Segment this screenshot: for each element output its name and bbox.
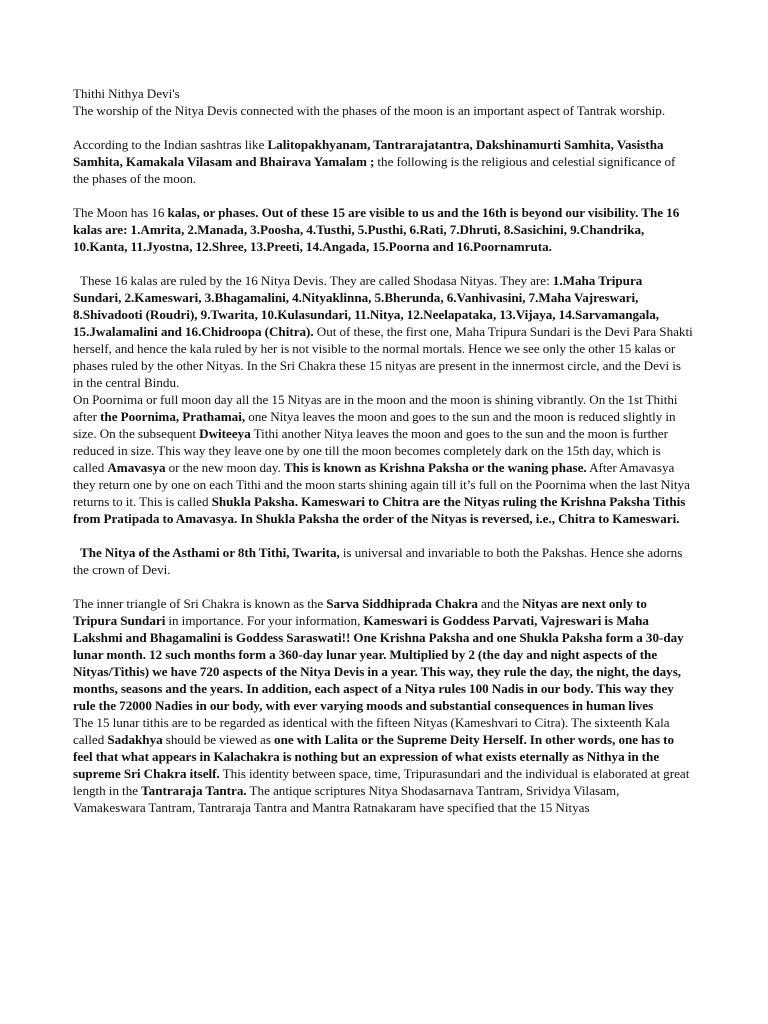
bold-text: the Poornima, Prathamai, [100, 409, 246, 424]
paragraph [73, 136, 693, 187]
bold-text: one with Lalita or the Supreme Deity Herself. In other words, one has to feel that what appears in Kalachakra is nothing but an expression of what exists eternally as Nithya in the supreme Sri Chakra itself. [73, 732, 675, 781]
paragraph-gap [73, 255, 693, 272]
text: Tithi another Nitya leaves the moon and goes to the sun and the moon is further reduced in size. This way they leave one by one till the moon becomes completely dark on the 15th day, which is called [73, 426, 668, 475]
paragraph [73, 204, 693, 255]
paragraph-gap [73, 187, 693, 204]
bold-text: Sadakhya [107, 732, 163, 747]
bold-text: kalas, or phases. Out of these 15 are visible to us and the 16th is beyond our visibility. The 16 kalas are: 1.Amrita, 2.Manada, 3.Poosha, 4.Tusthi, 5.Pusthi, 6.Rati, 7.Dhruti, 8.Sasichini, 9.Chandrika, 10.Kanta, 11.Jyostna, 12.Shree, 13.Preeti, 14.Angada, 15.Poorna and 16.Poornamruta. [73, 205, 680, 254]
text: is universal and invariable to both the Pakshas. Hence she adorns the crown of Devi. [73, 545, 683, 577]
paragraph [73, 102, 693, 119]
bold-text: Dwiteeya [199, 426, 251, 441]
paragraph [73, 714, 693, 816]
text: the following is the religious and celestial significance of the phases of the moon. [73, 154, 676, 186]
document-page [73, 85, 693, 816]
text: The worship of the Nitya Devis connected with the phases of the moon is an important aspect of Tantrak worship. [73, 103, 666, 118]
bold-text: Shukla Paksha. Kameswari to Chitra are the Nityas ruling the Krishna Paksha Tithis from Pratipada to Amavasya. In Shukla Paksha the order of the Nityas is reversed, i.e., Chitra to Kameswari. [73, 494, 686, 526]
bold-text: Sarva Siddhiprada Chakra [326, 596, 478, 611]
text: These 16 kalas are ruled by the 16 Nitya Devis. They are called Shodasa Nityas. They are: [80, 273, 553, 288]
text: The antique scriptures Nitya Shodasarnava Tantram, Srividya Vilasam, Vamakeswara Tantram, Tantraraja Tantra and Mantra Ratnakaram have specified that the 15 Nityas [73, 783, 620, 815]
bold-text: Kameswari is Goddess Parvati, Vajreswari is Maha Lakshmi and Bhagamalini is Goddess Saraswati!! One Krishna Paksha and one Shukla Paksha form a 30-day lunar month. 12 such months form a 360-day lunar year. Multiplied by 2 (the day and night aspects of the Nityas/Tithis) we have 720 aspects of the Nitya Devis in a year. This way, they rule the day, the night, the days, months, seasons and the years. In addition, each aspect of a Nitya rules 100 Nadis in our body. This way they rule the 72000 Nadies in our body, with ever varying moods and substantial consequences in human lives [73, 613, 684, 713]
bold-text: Nityas are next only to Tripura Sundari [73, 596, 647, 628]
text: The inner triangle of Sri Chakra is known as the [73, 596, 327, 611]
text: The Moon has 16 [73, 205, 168, 220]
paragraph-gap [73, 578, 693, 595]
text: or the new moon day. [165, 460, 284, 475]
bold-text: 1.Maha Tripura Sundari, 2.Kameswari, 3.Bhagamalini, 4.Nityaklinna, 5.Bherunda, 6.Vanhivasini, 7.Maha Vajreswari, 8.Shivadooti (Roudri), 9.Twarita, 10.Kulasundari, 11.Nitya, 12.Neelapataka, 13.Vijaya, 14.Sarvamangala, 15.Jwalamalini and 16.Chidroopa (Chitra). [73, 273, 660, 339]
bold-text: The Nitya of the Asthami or 8th Tithi, Twarita, [80, 545, 340, 560]
text: one Nitya leaves the moon and goes to the sun and the moon is reduced slightly in size. On the subsequent [73, 409, 676, 441]
text: and the [477, 596, 523, 611]
paragraph [73, 391, 693, 527]
text: After Amavasya they return one by one on each Tithi and the moon starts shining again till it’s full on the Poornima when the last Nitya returns to it. This is called [73, 460, 690, 509]
paragraph-gap [73, 119, 693, 136]
paragraph [73, 595, 693, 714]
bold-text: Amavasya [107, 460, 166, 475]
paragraph [73, 85, 693, 102]
paragraph-gap [73, 527, 693, 544]
paragraph [73, 272, 693, 391]
text: This identity between space, time, Tripurasundari and the individual is elaborated at great length in the [73, 766, 690, 798]
text: in importance. For your information, [165, 613, 364, 628]
text: On Poornima or full moon day all the 15 Nityas are in the moon and the moon is shining vibrantly. On the 1st Thithi after [73, 392, 678, 424]
text: The 15 lunar tithis are to be regarded as identical with the fifteen Nityas (Kameshvari to Citra). The sixteenth Kala called [73, 715, 670, 747]
text: Out of these, the first one, Maha Tripura Sundari is the Devi Para Shakti herself, and hence the kala ruled by her is not visible to the normal mortals. Hence we see only the other 15 kalas or phases ruled by the other Nityas. In the Sri Chakra these 15 nityas are present in the innermost circle, and the Devi is in the central Bindu. [73, 324, 693, 390]
paragraph [73, 544, 693, 578]
bold-text: Lalitopakhyanam, Tantrarajatantra, Dakshinamurti Samhita, Vasistha Samhita, Kamakala Vilasam and Bhairava Yamalam ; [73, 137, 664, 169]
bold-text: This is known as Krishna Paksha or the waning phase. [283, 460, 587, 475]
bold-text: Tantraraja Tantra. [141, 783, 247, 798]
text: Thithi Nithya Devi's [73, 86, 180, 101]
text: According to the Indian sashtras like [73, 137, 268, 152]
text: should be viewed as [162, 732, 275, 747]
